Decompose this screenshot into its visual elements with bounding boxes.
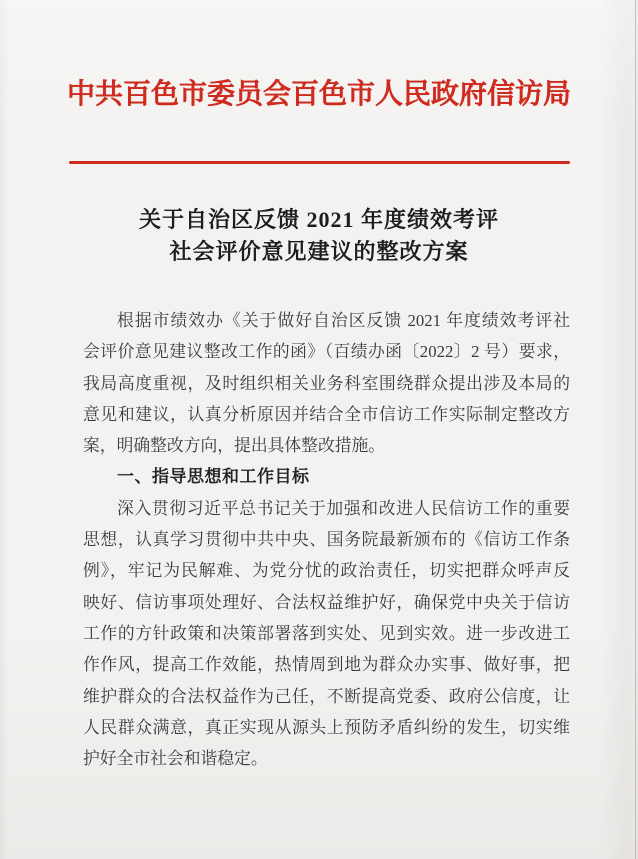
text-line: 思想，认真学习贯彻中共中央、国务院最新颁布的《信访工作条 [83, 530, 570, 550]
document-title-line-1: 关于自治区反馈 2021 年度绩效考评 [138, 207, 499, 232]
section-heading-1: 一、指导思想和工作目标 [117, 467, 310, 487]
text-line: 例》，牢记为民解难、为党分忧的政治责任，切实把群众呼声反 [83, 561, 570, 581]
red-divider-line [69, 161, 570, 164]
text-line: 深入贯彻习近平总书记关于加强和改进人民信访工作的重要 [117, 498, 570, 518]
paragraph-guiding-principles [83, 493, 570, 775]
letterhead-title: 中共百色市委员会百色市人民政府信访局 [66, 79, 571, 110]
text-line: 根据市绩效办《关于做好自治区反馈 2021 年度绩效考评社 [117, 311, 570, 330]
text-line: 作作风，提高工作效能，热情周到地为群众办实事、做好事，把 [83, 655, 570, 675]
document-title-line-2: 社会评价意见建议的整改方案 [169, 239, 469, 264]
text-line: 维护群众的合法权益作为己任，不断提高党委、政府公信度，让 [83, 686, 570, 706]
text-line: 人民群众满意，真正实现从源头上预防矛盾纠纷的发生，切实维 [83, 717, 570, 737]
paragraph-intro [83, 305, 570, 461]
text-line: 护好全市社会和谐稳定。 [83, 749, 268, 769]
text-line: 意见和建议，认真分析原因并结合全市信访工作实际制定整改方 [83, 404, 570, 424]
scan-edge-artifact [635, 0, 636, 859]
text-line: 映好、信访事项处理好、合法权益维护好，确保党中央关于信访 [83, 592, 570, 612]
text-line: 会评价意见建议整改工作的函》（百绩办函〔2022〕2 号）要求， [83, 342, 570, 362]
document-title [0, 204, 638, 268]
text-line: 案，明确整改方向，提出具体整改措施。 [83, 436, 386, 456]
document-body [83, 305, 570, 774]
text-line: 我局高度重视，及时组织相关业务科室围绕群众提出涉及本局的 [83, 373, 570, 393]
text-line: 工作的方针政策和决策部署落到实处、见到实效。进一步改进工 [83, 623, 570, 643]
